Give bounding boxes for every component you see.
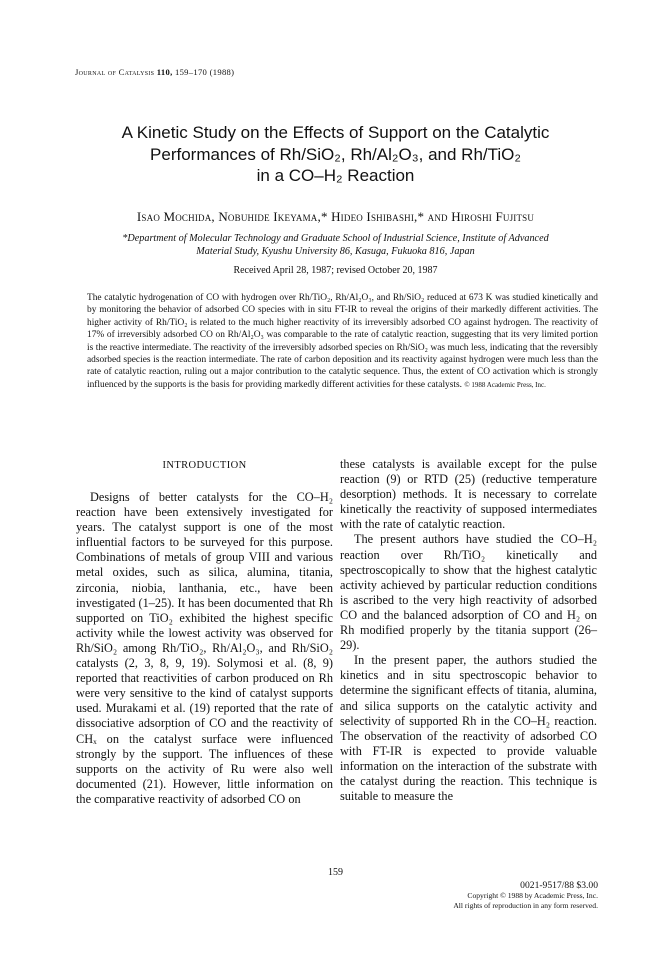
intro-paragraph-3: In the present paper, the authors studied the kinetics and in situ spectroscopic behavior to determine the significant effects of titania, alumina, and silica supports on the catalytic activity and selectivity of supported Rh in the CO–H₂ reaction. The observation of the reactivity of adsorbed CO with FT-IR is expected to provide valuable information on the interaction of the substrate with the catalyst during the reaction. This technique is suitable to measure the <box>340 653 597 804</box>
affiliation-line-1: *Department of Molecular Technology and Graduate School of Industrial Science, Institute of Advanced <box>122 233 549 244</box>
title-line-3: in a CO–H₂ Reaction <box>256 166 415 185</box>
received-dates: Received April 28, 1987; revised October 20, 1987 <box>233 265 438 276</box>
author-list: Isao Mochida, Nobuhide Ikeyama,* Hideo Ishibashi,* and Hiroshi Fujitsu <box>136 209 535 224</box>
article-code: 0021-9517/88 $3.00 <box>520 880 598 891</box>
page-number: 159 <box>328 867 343 878</box>
journal-pages: 159–170 (1988) <box>174 67 235 77</box>
paper-title <box>60 122 611 187</box>
journal-volume: 110, <box>156 67 173 77</box>
title-line-2: Performances of Rh/SiO₂, Rh/Al₂O₃, and Rh/TiO₂ <box>150 144 521 164</box>
intro-paragraph-2: The present authors have studied the CO–H₂ reaction over Rh/TiO₂ kinetically and spectroscopically to show that the highest catalytic activity achieved by particular reduction conditions is ascribed to the very high reactivity of adsorbed CO and the balanced adsorption of CO and H₂ on Rh modified properly by the titania support (26–29). <box>340 532 597 653</box>
journal-header <box>75 67 234 77</box>
title-line-1: A Kinetic Study on the Effects of Support on the Catalytic <box>121 123 550 142</box>
affiliation <box>80 232 591 258</box>
section-heading-introduction: INTRODUCTION <box>162 460 247 471</box>
abstract-text: The catalytic hydrogenation of CO with hydrogen over Rh/TiO₂, Rh/Al₂O₃, and Rh/SiO₂ reduced at 673 K was studied kinetically and by monitoring the behavior of adsorbed CO species with in situ FT-IR to reveal the origins of their markedly different activities. The higher activity of Rh/TiO₂ is related to the much higher reactivity of its irreversibly adsorbed CO against hydrogen. The reactivity of 17% of irreversibly adsorbed CO on Rh/Al₂O₃ was comparable to the rate of catalytic reaction, suggesting that its very limited portion is the reactive intermediate. The reactivity of the irreversibly adsorbed species on Rh/SiO₂ was much less, indicating that the reversibly adsorbed species is the reaction intermediate. The rate of carbon deposition and its reactivity against hydrogen were much less than the rate of catalytic reaction, ruling out a major contribution to the catalytic sequence. Thus, the extent of CO activation which is strongly influenced by the supports is the basis for providing markedly different activities for these catalysts. <box>87 293 598 390</box>
affiliation-line-2: Material Study, Kyushu University 86, Kasuga, Fukuoka 816, Japan <box>196 246 475 257</box>
abstract <box>87 292 598 391</box>
footer-copyright: Copyright © 1988 by Academic Press, Inc. <box>467 890 598 900</box>
footer-rights: All rights of reproduction in any form reserved. <box>453 900 598 910</box>
abstract-copyright: © 1988 Academic Press, Inc. <box>464 380 546 389</box>
journal-name: Journal of Catalysis <box>75 67 155 77</box>
intro-paragraph-1-continued: these catalysts is available except for the pulse reaction (9) or RTD (25) (reductive temperature desorption) methods. It is necessary to correlate kinetically the reactivity of supposed intermediates with the rate of catalytic reaction. <box>340 457 597 532</box>
intro-paragraph-1: Designs of better catalysts for the CO–H₂ reaction have been extensively investigated for years. The catalyst support is one of the most influential factors to be surveyed for this purpose. Combinations of metals of group VIII and various metal oxides, such as silica, alumina, titania, zirconia, niobia, lanthania, etc., have been investigated (1–25). It has been documented that Rh supported on TiO₂ exhibited the highest specific activity while the lowest activity was observed for Rh/SiO₂ among Rh/TiO₂, Rh/Al₂O₃, and Rh/SiO₂ catalysts (2, 3, 8, 9, 19). Solymosi et al. (8, 9) reported that reactivities of carbon produced on Rh were very sensitive to the kind of catalyst supports used. Murakami et al. (19) reported that the rate of dissociative adsorption of CO and the reactivity of CHₓ on the catalyst surface were influenced strongly by the support. The influences of these supports on the activity of Ru were also well documented (21). However, little information on the comparative reactivity of adsorbed CO on <box>76 490 333 806</box>
copyright-footer <box>453 881 598 910</box>
left-column <box>76 490 333 807</box>
right-column <box>340 457 597 804</box>
